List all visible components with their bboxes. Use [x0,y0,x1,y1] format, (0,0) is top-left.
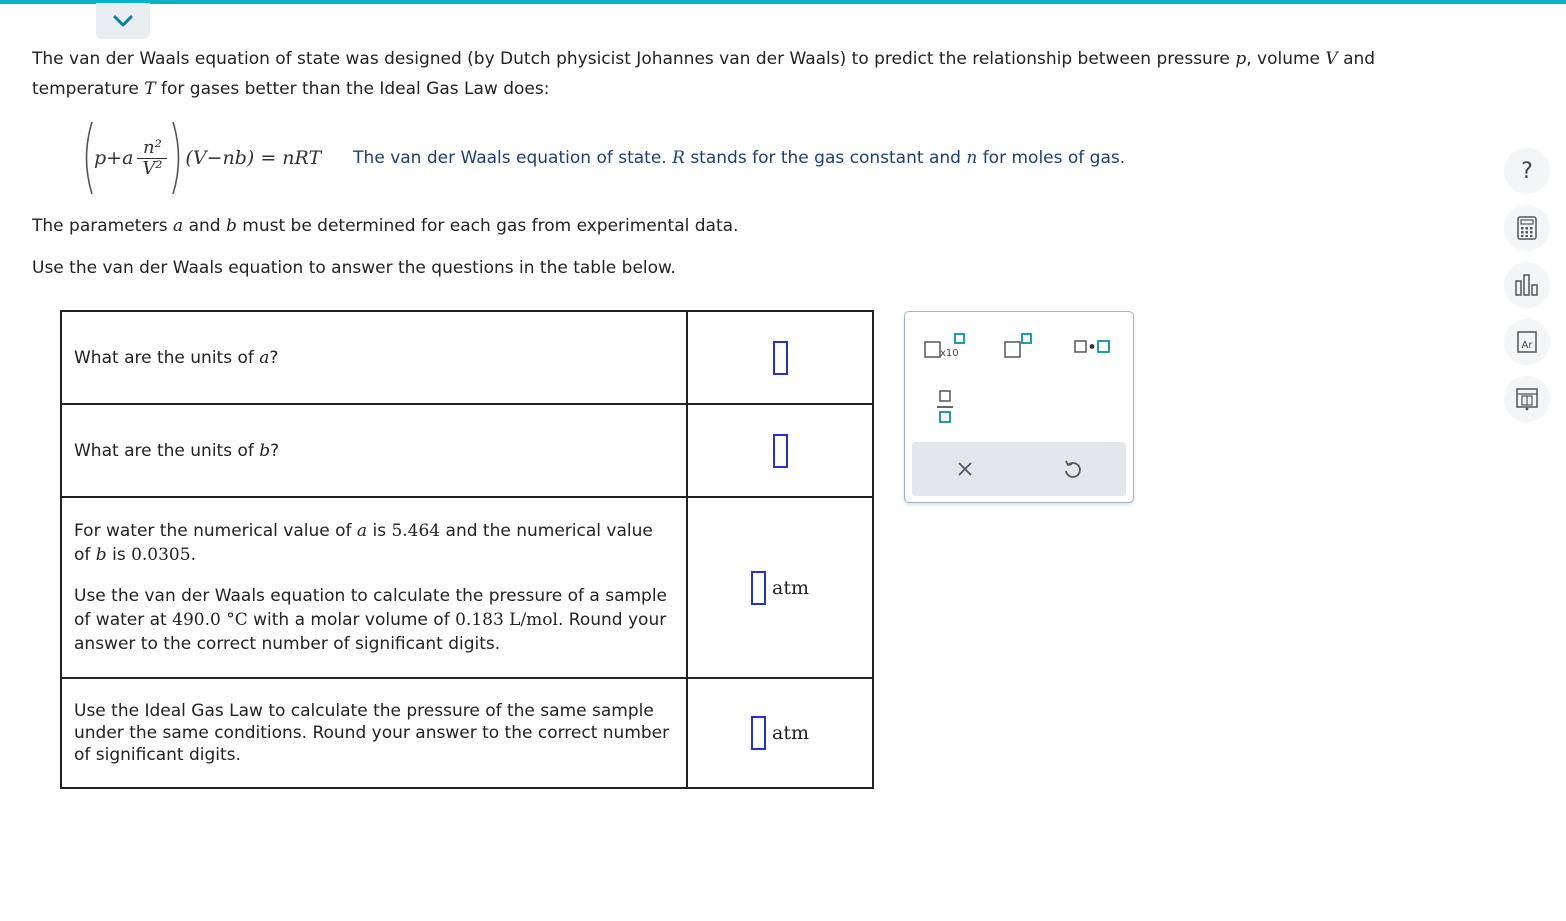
scientific-notation-button[interactable] [923,332,969,362]
instruction-text: Use the van der Waals equation to answer the questions in the table below. [32,258,676,278]
palette-action-bar [912,442,1126,496]
periodic-label: Ar [1521,340,1533,351]
multiply-dot-button[interactable] [1069,334,1115,360]
data-chart-button[interactable] [1504,262,1550,308]
top-accent-bar [0,0,1566,4]
equation-left: p+a [94,147,134,169]
reference-button[interactable] [1504,376,1550,422]
equation-right: (V−nb) = nRT [185,147,322,169]
equation-caption: The van der Waals equation of state. R stands for the gas constant and n for moles of gas. [353,148,1126,168]
answer-cell [687,311,873,404]
help-button[interactable] [1504,148,1550,194]
calculator-button[interactable] [1504,205,1550,251]
fraction-icon [933,388,957,426]
units-b-input[interactable] [773,434,788,468]
chevron-down-icon [112,14,134,28]
question-cell: What are the units of b? [61,404,687,497]
periodic-table-icon [1516,330,1538,354]
reference-book-icon [1515,387,1539,411]
question-table [60,310,874,789]
vdw-pressure-question: Use the van der Waals equation to calculate the pressure of a sample of water at 490.0 °C with a molar volume of 0.183 L/mol. Round your answer to the correct number of significant digits. [74,586,668,654]
ideal-gas-question: Use the Ideal Gas Law to calculate the pressure of the same sample under the same conditions. Round your answer to the correct number of significant digits. [74,701,670,765]
units-a-input[interactable] [773,341,788,375]
clear-button[interactable] [952,456,978,482]
question-cell: What are the units of a? [61,311,687,404]
table-row [61,497,873,678]
calculator-icon [1516,216,1538,240]
water-constants-text: For water the numerical value of a is 5.464 and the numerical value of b is 0.0305. [74,521,653,565]
bar-chart-icon [1514,273,1540,297]
periodic-table-button[interactable] [1504,319,1550,365]
answer-cell [687,497,873,678]
equation-row [80,118,1125,198]
ideal-pressure-input[interactable] [751,716,766,750]
equation-fraction: $\frac{\text{n²}}{\text{V²}}$ [137,138,167,179]
answer-cell [687,404,873,497]
parameters-text: The parameters a and b must be determined for each gas from experimental data. [32,216,739,236]
table-row [61,404,873,497]
fraction-button[interactable] [933,388,957,426]
help-icon: ? [1521,158,1533,184]
question-cell [61,678,687,788]
undo-icon [1060,456,1086,482]
close-icon [952,456,978,482]
superscript-button[interactable] [1001,332,1037,362]
unit-label: atm [772,576,809,599]
math-palette [904,311,1134,503]
equation-left-paren [80,120,94,196]
vdw-pressure-input[interactable] [751,571,766,605]
x10-label: x10 [940,348,959,359]
superscript-icon [1001,332,1037,362]
multiply-dot-icon [1069,334,1115,360]
collapse-button[interactable] [96,3,150,39]
undo-button[interactable] [1060,456,1086,482]
table-row [61,678,873,788]
intro-paragraph: The van der Waals equation of state was designed (by Dutch physicist Johannes van der Waals) to predict the relationship between pressure p, volume V and temperature T for gases better than the Ideal Gas Law does: [32,49,1376,99]
equation-right-paren [171,120,185,196]
scientific-notation-icon [923,332,969,362]
table-row [61,311,873,404]
unit-label: atm [772,722,809,744]
answer-cell [687,678,873,788]
question-cell [61,497,687,678]
